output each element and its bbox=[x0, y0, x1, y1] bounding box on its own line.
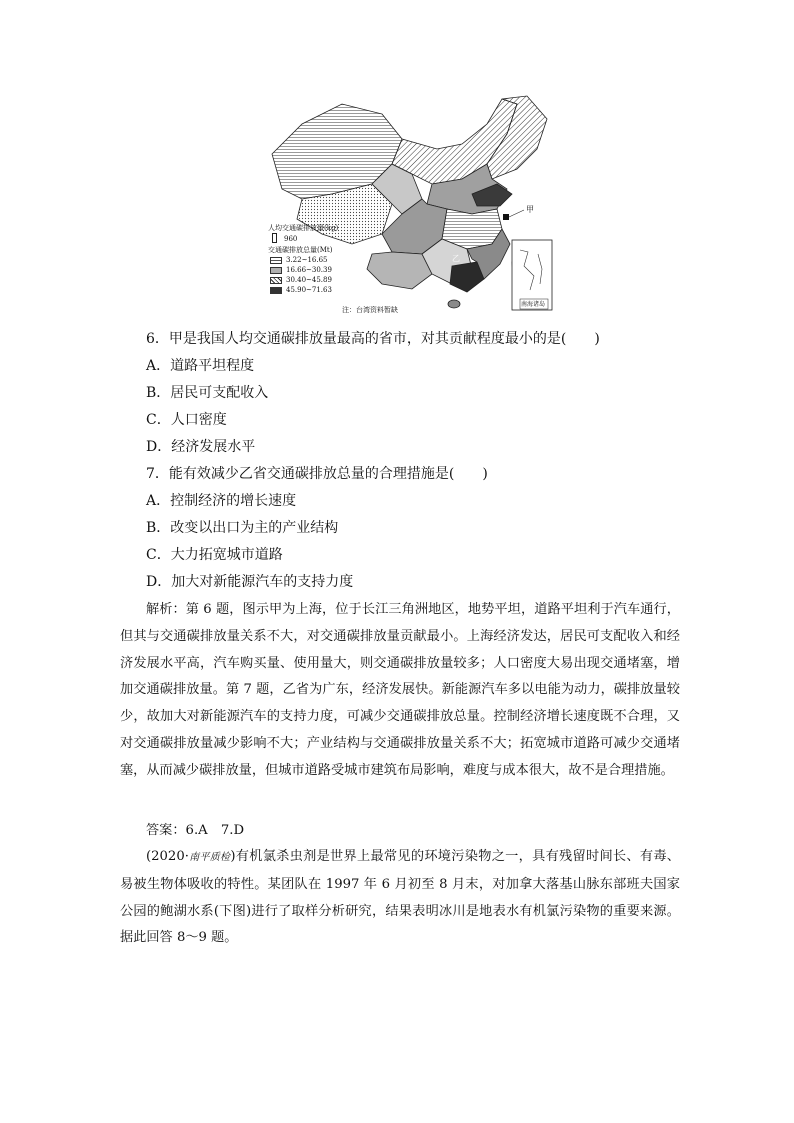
q7-stem: 7．能有效减少乙省交通碳排放总量的合理措施是( ) bbox=[146, 466, 488, 482]
inset-label: 南海诸岛 bbox=[521, 301, 546, 308]
q7-option-b: B．改变以出口为主的产业结构 bbox=[146, 520, 339, 536]
label-yi: 乙 bbox=[452, 254, 460, 263]
legend-swatch-2 bbox=[270, 267, 282, 274]
q6-stem: 6．甲是我国人均交通碳排放量最高的省市，对其贡献程度最小的是( ) bbox=[146, 331, 600, 347]
legend-item-2: 16.66~30.39 bbox=[286, 266, 332, 274]
q6-option-c: C．人口密度 bbox=[146, 412, 227, 428]
analysis-paragraph: 解析：第 6 题，图示甲为上海，位于长江三角洲地区，地势平坦，道路平坦利于汽车通行，但其与交通碳排放量关系不大，对交通碳排放量贡献最小。上海经济发达，居民可支配收入和经济发展水平高，汽车购买量、使用量大，则交通碳排放量较多；人口密度大易出现交通堵塞，增加交通碳排放量。第 7 题，乙省为广东，经济发展快。新能源汽车多以电能为动力，碳排放量较少，故加大对新能源汽车的支持力度，可减少交通碳排放总量。控制经济增长速度既不合理，又对交通碳排放量减少影响不大；产业结构与交通碳排放量关系不大；拓宽城市道路可减少交通堵塞，从而减少碳排放量，但城市道路受城市建筑布局影响，难度与成本很大，故不是合理措施。 bbox=[120, 602, 680, 778]
legend-total-title: 交通碳排放总量(Mt) bbox=[268, 246, 333, 254]
legend-swatch-4 bbox=[270, 287, 282, 294]
q7-option-c: C．大力拓宽城市道路 bbox=[146, 547, 283, 563]
answer-line: 答案：6.A 7.D bbox=[146, 823, 245, 838]
legend-scale-bar bbox=[272, 233, 277, 243]
region-hainan bbox=[448, 300, 460, 308]
legend-title: 人均交通碳排放量(kg) bbox=[268, 224, 339, 232]
legend-scale-label: 960 bbox=[284, 235, 298, 243]
intro-year: (2020· bbox=[146, 849, 189, 864]
q7-option-d: D．加大对新能源汽车的支持力度 bbox=[146, 574, 354, 590]
legend-item-4: 45.90~71.63 bbox=[286, 286, 332, 294]
q7-option-a: A．控制经济的增长速度 bbox=[146, 493, 297, 509]
q6-option-d: D．经济发展水平 bbox=[146, 439, 256, 455]
q6-option-b: B．居民可支配收入 bbox=[146, 385, 269, 401]
region-southwest bbox=[367, 252, 432, 289]
label-jia: 甲 bbox=[526, 205, 534, 214]
intro-source: 南平质检 bbox=[188, 852, 231, 863]
region-shanghai bbox=[503, 214, 509, 220]
legend-swatch-1 bbox=[270, 257, 282, 264]
intro-text: )有机氯杀虫剂是世界上最常见的环境污染物之一，具有残留时间长、有毒、易被生物体吸收的特性。某团队在 1997 年 6 月初至 8 月末，对加拿大落基山脉东部班夫国家公园的鲍湖水系(下图)进行了取样分析研究，结果表明冰川是地表水有机氯污染物的重要来源。据此回答 8～9 题。 bbox=[120, 849, 680, 946]
china-carbon-map bbox=[262, 94, 557, 320]
legend-item-1: 3.22~16.65 bbox=[286, 256, 328, 264]
intro-paragraph bbox=[120, 844, 680, 952]
map-note: 注：台湾资料暂缺 bbox=[342, 306, 398, 314]
legend-swatch-3 bbox=[270, 277, 282, 284]
q6-option-a: A．道路平坦程度 bbox=[146, 358, 255, 374]
legend-item-3: 30.40~45.89 bbox=[286, 276, 332, 284]
